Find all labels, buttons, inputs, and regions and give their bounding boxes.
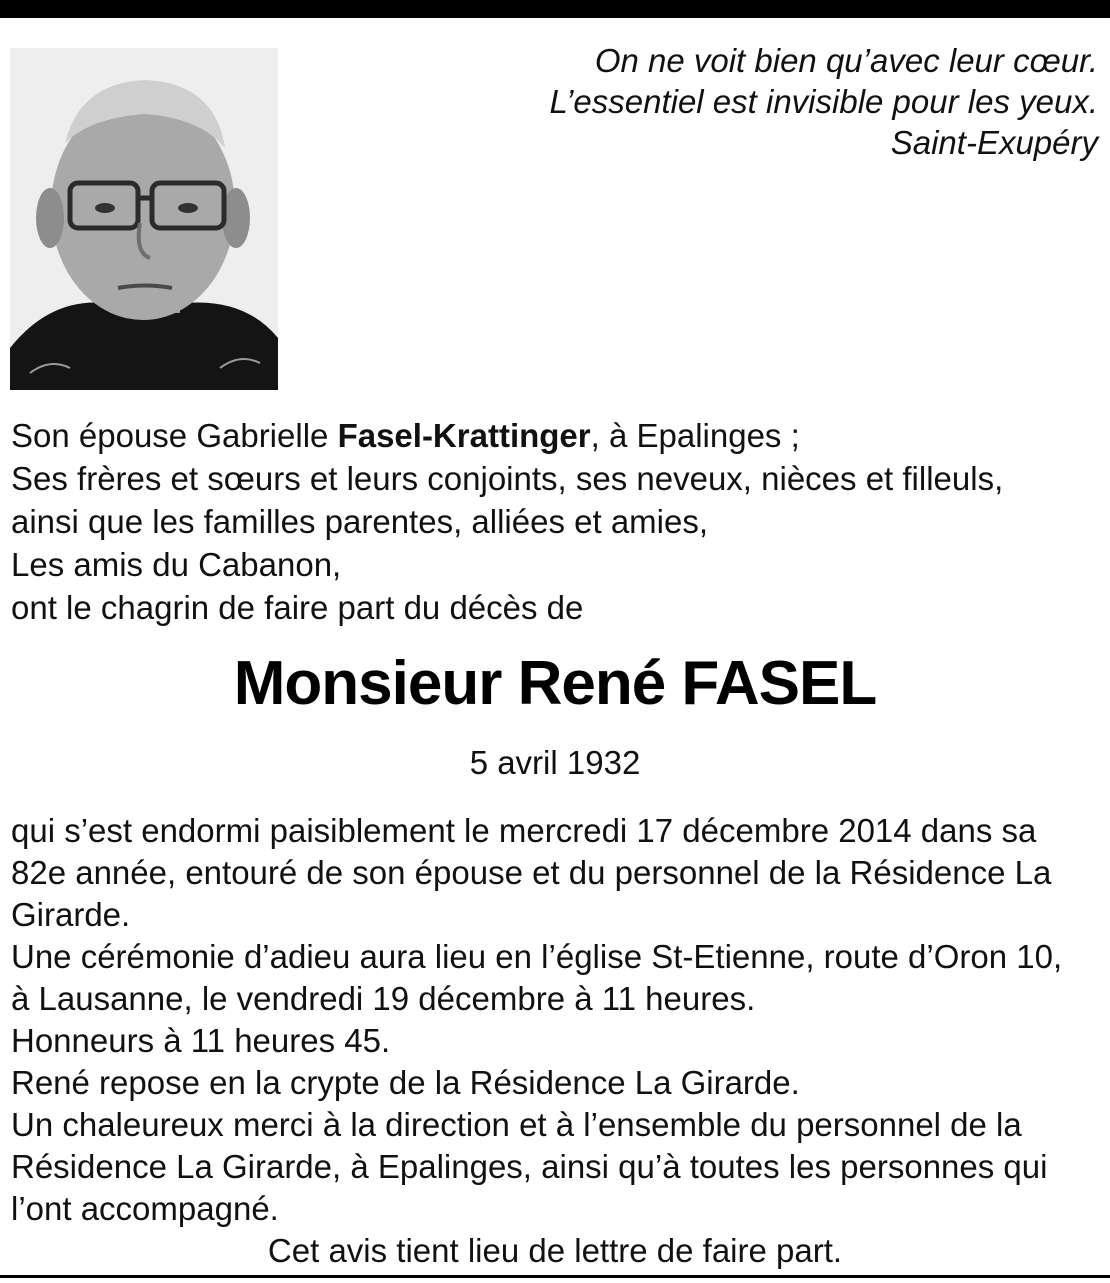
quote-author: Saint-Exupéry [890,124,1098,161]
body-line: l’ont accompagné. [11,1190,279,1227]
body-line: Girarde. [11,896,131,933]
portrait-photo [10,48,278,390]
family-line: Ses frères et sœurs et leurs conjoints, ses neveux, nièces et filleuls, [11,460,1004,497]
family-surname: Fasel-Krattinger [337,417,591,454]
family-line-suffix: , à Epalinges ; [590,417,800,454]
family-line: ainsi que les familles parentes, alliées et amies, [11,503,709,540]
deceased-name: Monsieur René FASEL [233,649,877,718]
family-line-prefix: Son épouse Gabrielle [11,417,338,454]
quote-line: L’essentiel est invisible pour les yeux. [549,83,1098,120]
bottom-border-rule [0,1275,1110,1278]
quote-line: On ne voit bien qu’avec leur cœur. [594,42,1098,79]
body-line: René repose en la crypte de la Résidence La Girarde. [11,1064,800,1101]
portrait-illustration [10,48,278,390]
family-announcement [11,414,1101,629]
body-line: Résidence La Girarde, à Epalinges, ainsi qu’à toutes les personnes qui [11,1148,1048,1185]
announcement-body [11,810,1101,1230]
body-line: Honneurs à 11 heures 45. [11,1022,391,1059]
family-line: ont le chagrin de faire part du décès de [11,589,584,626]
family-line: Les amis du Cabanon, [11,546,342,583]
body-line: Un chaleureux merci à la direction et à l’ensemble du personnel de la [11,1106,1022,1143]
epigraph-quote [478,40,1098,163]
birth-date: 5 avril 1932 [469,744,641,781]
body-line: à Lausanne, le vendredi 19 décembre à 11 heures. [11,980,756,1017]
closing-note: Cet avis tient lieu de lettre de faire part. [267,1232,843,1269]
body-line: qui s’est endormi paisiblement le mercredi 17 décembre 2014 dans sa [11,812,1037,849]
body-line: 82e année, entouré de son épouse et du personnel de la Résidence La [11,854,1052,891]
body-line: Une cérémonie d’adieu aura lieu en l’église St-Etienne, route d’Oron 10, [11,938,1063,975]
top-border-rule [0,0,1110,18]
family-line [11,414,1101,457]
